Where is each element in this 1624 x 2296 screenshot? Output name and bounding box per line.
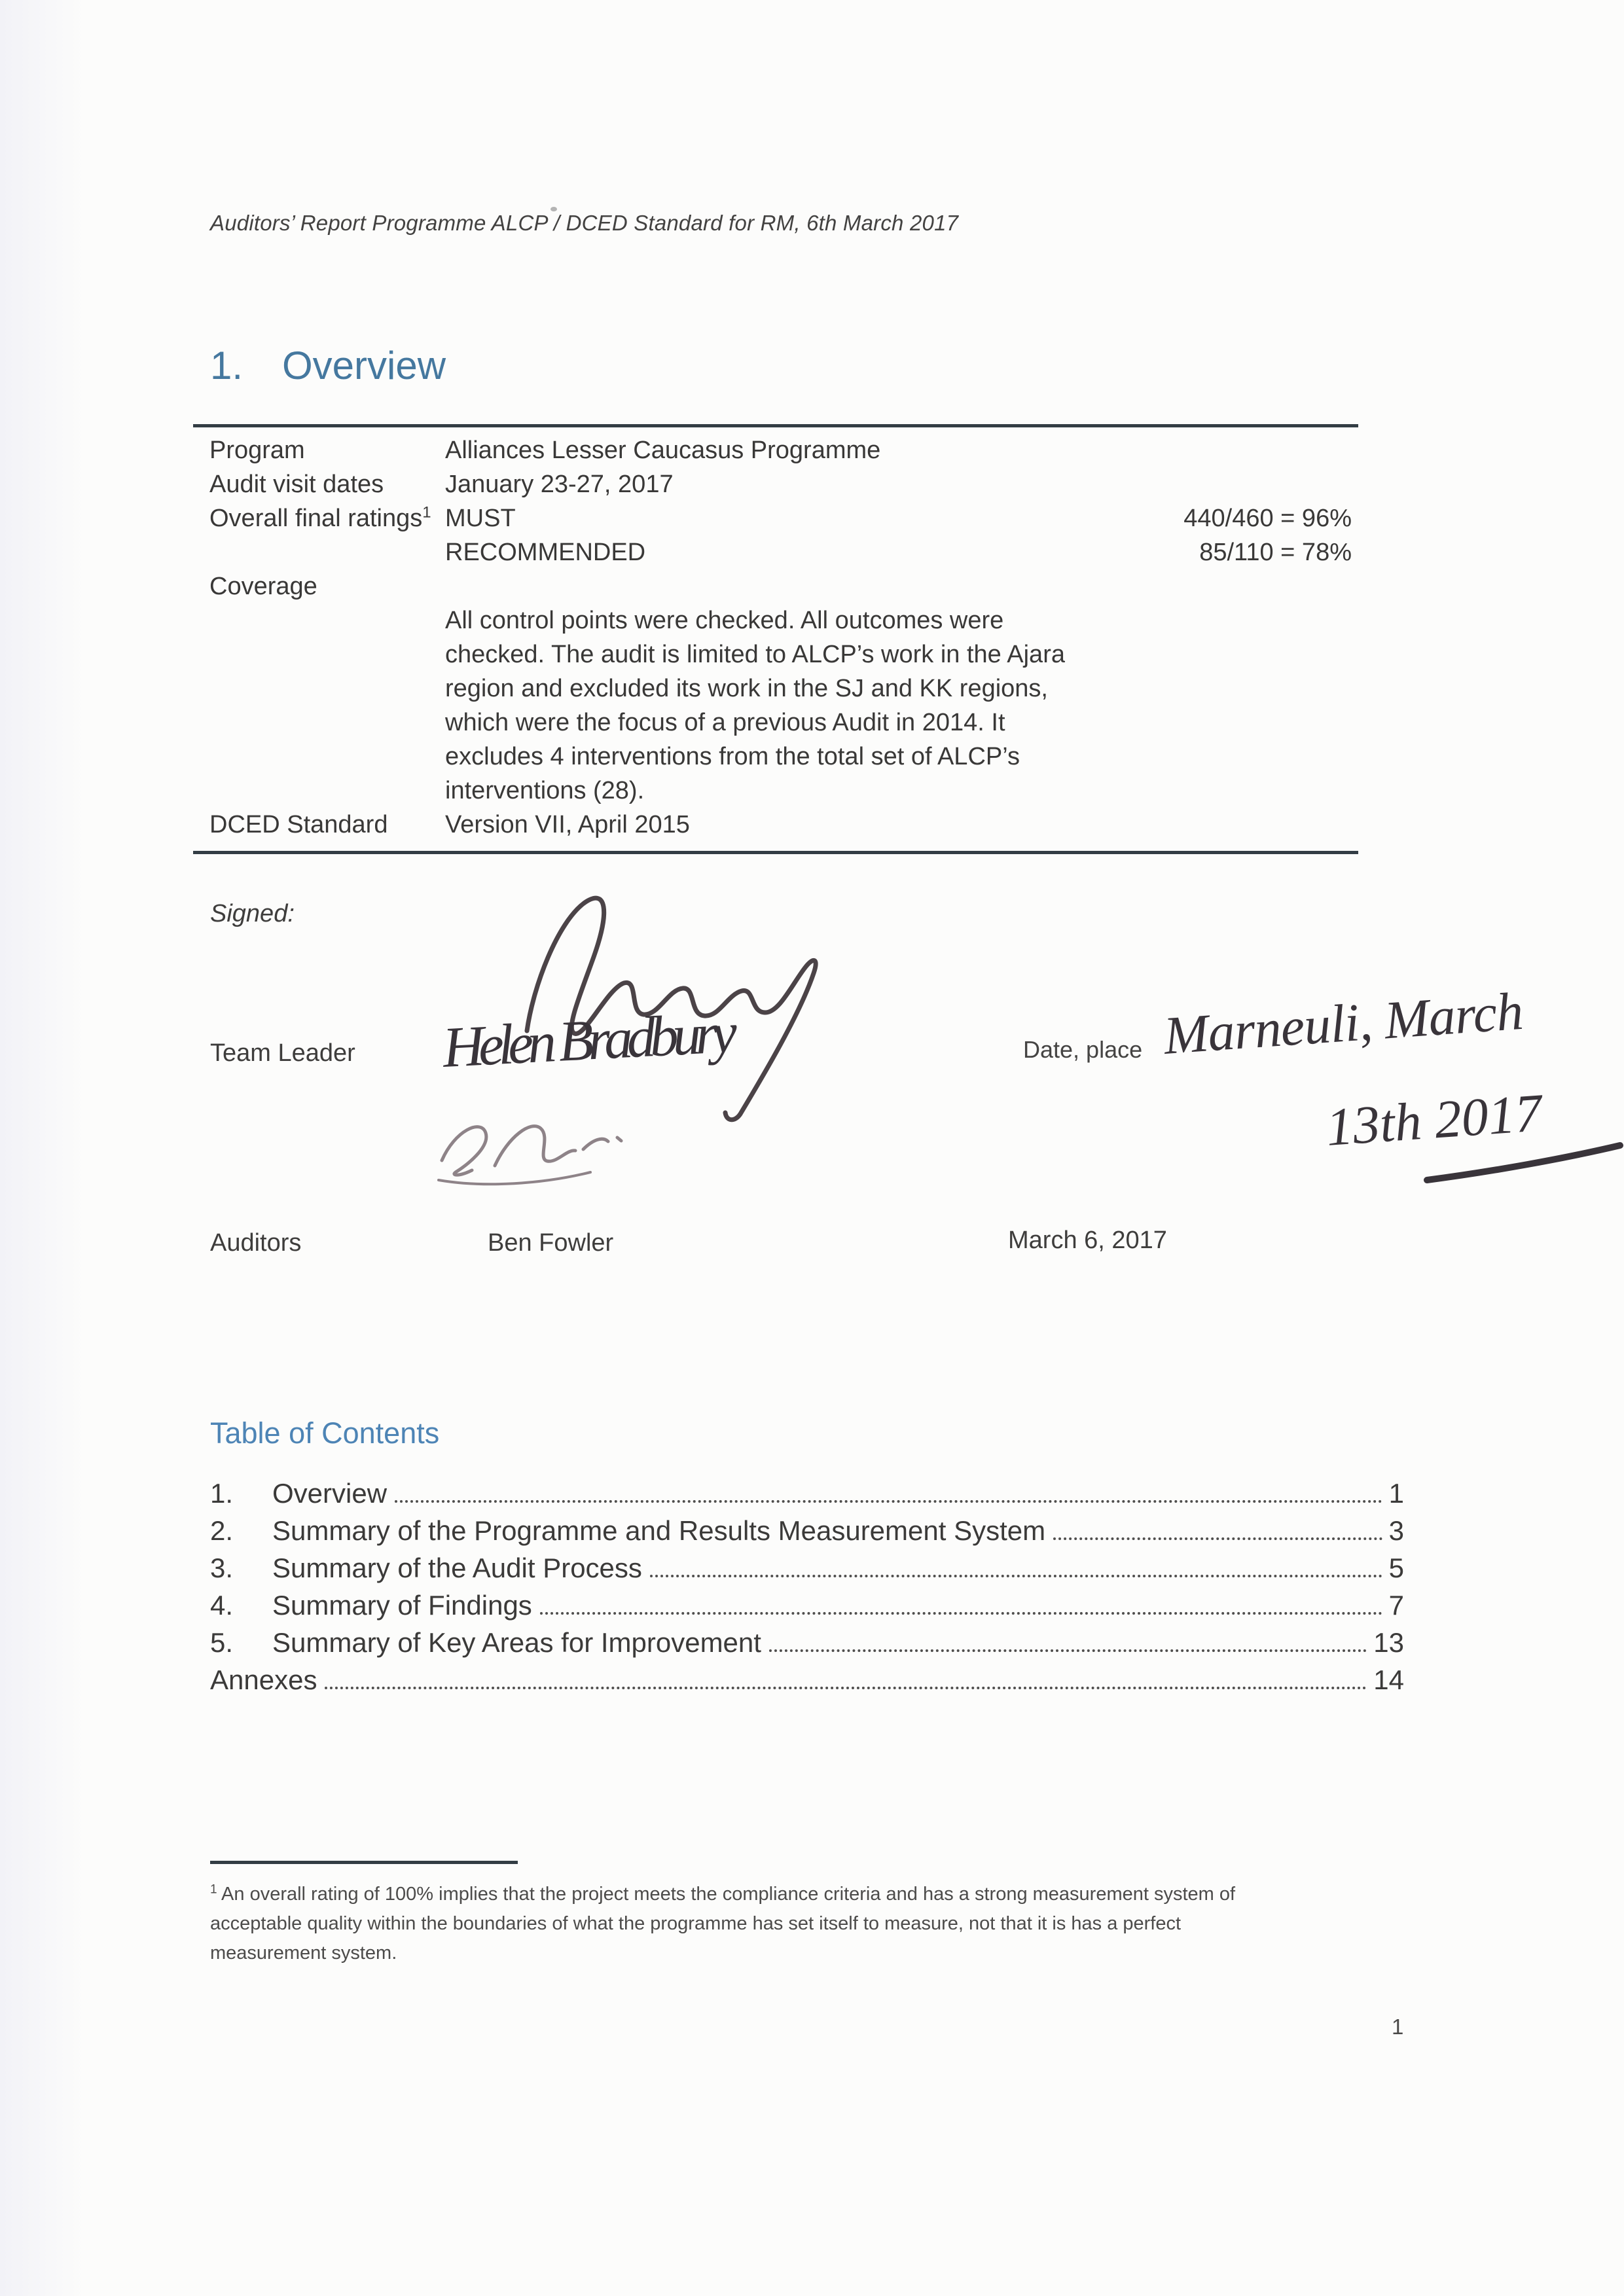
team-leader-signature: [432, 994, 772, 1105]
date-place-handwritten: [1152, 980, 1624, 1203]
toc-item-page: 3: [1388, 1515, 1404, 1546]
date-place-line1: Marneuli, March: [1161, 980, 1525, 1066]
toc-item-number: 1.: [210, 1478, 234, 1509]
toc-item-label: Summary of Findings: [272, 1590, 532, 1621]
coverage-label: Coverage: [209, 573, 317, 600]
date-place-label: Date, place: [1023, 1036, 1143, 1063]
footnote-line: acceptable quality within the boundaries of what the programme has set itself to measure, not that it is has a perfect: [210, 1913, 1182, 1934]
team-leader-signature-text: Helen Bradbury: [441, 1001, 739, 1080]
footnote: [210, 1880, 1236, 1968]
table-row-coverage: [193, 569, 1358, 603]
overview-table: [193, 424, 1358, 854]
toc-item-number: 5.: [210, 1627, 234, 1658]
toc-item-page: 5: [1388, 1552, 1404, 1583]
toc-dot-leader: [1053, 1537, 1382, 1540]
page-header: Auditors’ Report Programme ALCP / DCED Standard for RM, 6th March 2017: [210, 211, 959, 235]
toc-dot-leader: [395, 1500, 1382, 1503]
program-label: Program: [209, 437, 305, 464]
toc-item-label: Summary of the Audit Process: [272, 1552, 642, 1583]
auditors-name: Ben Fowler: [488, 1229, 614, 1257]
toc-item-summary-programme: [210, 1515, 1404, 1552]
dced-standard-label: DCED Standard: [209, 811, 388, 838]
footnote-ref: 1: [210, 1882, 217, 1897]
auditors-date: March 6, 2017: [1008, 1227, 1167, 1254]
table-row-ratings-must: [193, 501, 1358, 535]
toc-item-page: 14: [1373, 1664, 1404, 1695]
date-place-line2: 13th 2017: [1324, 1083, 1544, 1157]
footnote-reference: 1: [422, 503, 431, 522]
toc-item-overview: [210, 1478, 1404, 1515]
section-heading: [210, 343, 446, 388]
date-underline-flourish: [1427, 1145, 1620, 1180]
rating-must-value: 440/460 = 96%: [1183, 505, 1352, 532]
rating-recommended-label: RECOMMENDED: [445, 539, 646, 566]
toc-item-label: Summary of the Programme and Results Measurement System: [272, 1515, 1046, 1546]
toc-dot-leader: [325, 1687, 1367, 1689]
toc-dot-leader: [540, 1612, 1382, 1615]
toc-item-page: 13: [1373, 1627, 1404, 1658]
rating-must-label: MUST: [445, 505, 516, 532]
section-number: 1.: [210, 344, 244, 387]
section-title: Overview: [282, 344, 446, 387]
program-value: Alliances Lesser Caucasus Programme: [445, 437, 881, 464]
audit-dates-label: Audit visit dates: [209, 471, 384, 498]
rating-recommended-value: 85/110 = 78%: [1199, 539, 1352, 566]
footnote-line: measurement system.: [210, 1943, 397, 1964]
auditor-signature: [425, 1109, 648, 1194]
toc-item-key-areas: [210, 1627, 1404, 1664]
auditors-label: Auditors: [210, 1229, 302, 1257]
toc-dot-leader: [769, 1649, 1367, 1652]
toc-item-label: Summary of Key Areas for Improvement: [272, 1627, 761, 1658]
toc-item-findings: [210, 1590, 1404, 1627]
footnote-line: An overall rating of 100% implies that the project meets the compliance criteria and has a strong measurement system of: [221, 1884, 1236, 1905]
toc-item-annexes: [210, 1664, 1404, 1702]
toc-item-label: Annexes: [210, 1664, 317, 1695]
table-row-program: [193, 433, 1358, 467]
toc-item-number: 3.: [210, 1552, 234, 1583]
audit-dates-value: January 23-27, 2017: [445, 471, 674, 498]
toc-item-page: 7: [1388, 1590, 1404, 1621]
toc-title: Table of Contents: [210, 1416, 440, 1450]
page-number: 1: [1392, 2015, 1404, 2039]
coverage-text: All control points were checked. All outcomes were checked. The audit is limited to ALCP’s work in the Ajara region and excluded its work in the SJ and KK regions, which were the focus of a previous Audit in 2014. It excludes 4 interventions from the total set of ALCP’s interventions (28).: [445, 607, 1065, 804]
team-leader-label: Team Leader: [210, 1039, 355, 1067]
toc-item-number: 4.: [210, 1590, 234, 1621]
table-of-contents: [210, 1478, 1404, 1702]
toc-item-audit-process: [210, 1552, 1404, 1590]
signed-label: Signed:: [210, 900, 295, 927]
toc-dot-leader: [650, 1575, 1382, 1577]
toc-item-label: Overview: [272, 1478, 388, 1509]
footnote-separator: [210, 1861, 518, 1864]
dced-standard-value: Version VII, April 2015: [445, 811, 690, 838]
toc-item-number: 2.: [210, 1515, 234, 1546]
table-row-ratings-recommended: [193, 535, 1358, 569]
table-row-dced-standard: [193, 808, 1358, 842]
ratings-label: Overall final ratings$^1$: [209, 503, 431, 532]
table-row-coverage-text: [193, 603, 1358, 808]
table-row-audit-dates: [193, 467, 1358, 501]
toc-item-page: 1: [1388, 1478, 1404, 1509]
